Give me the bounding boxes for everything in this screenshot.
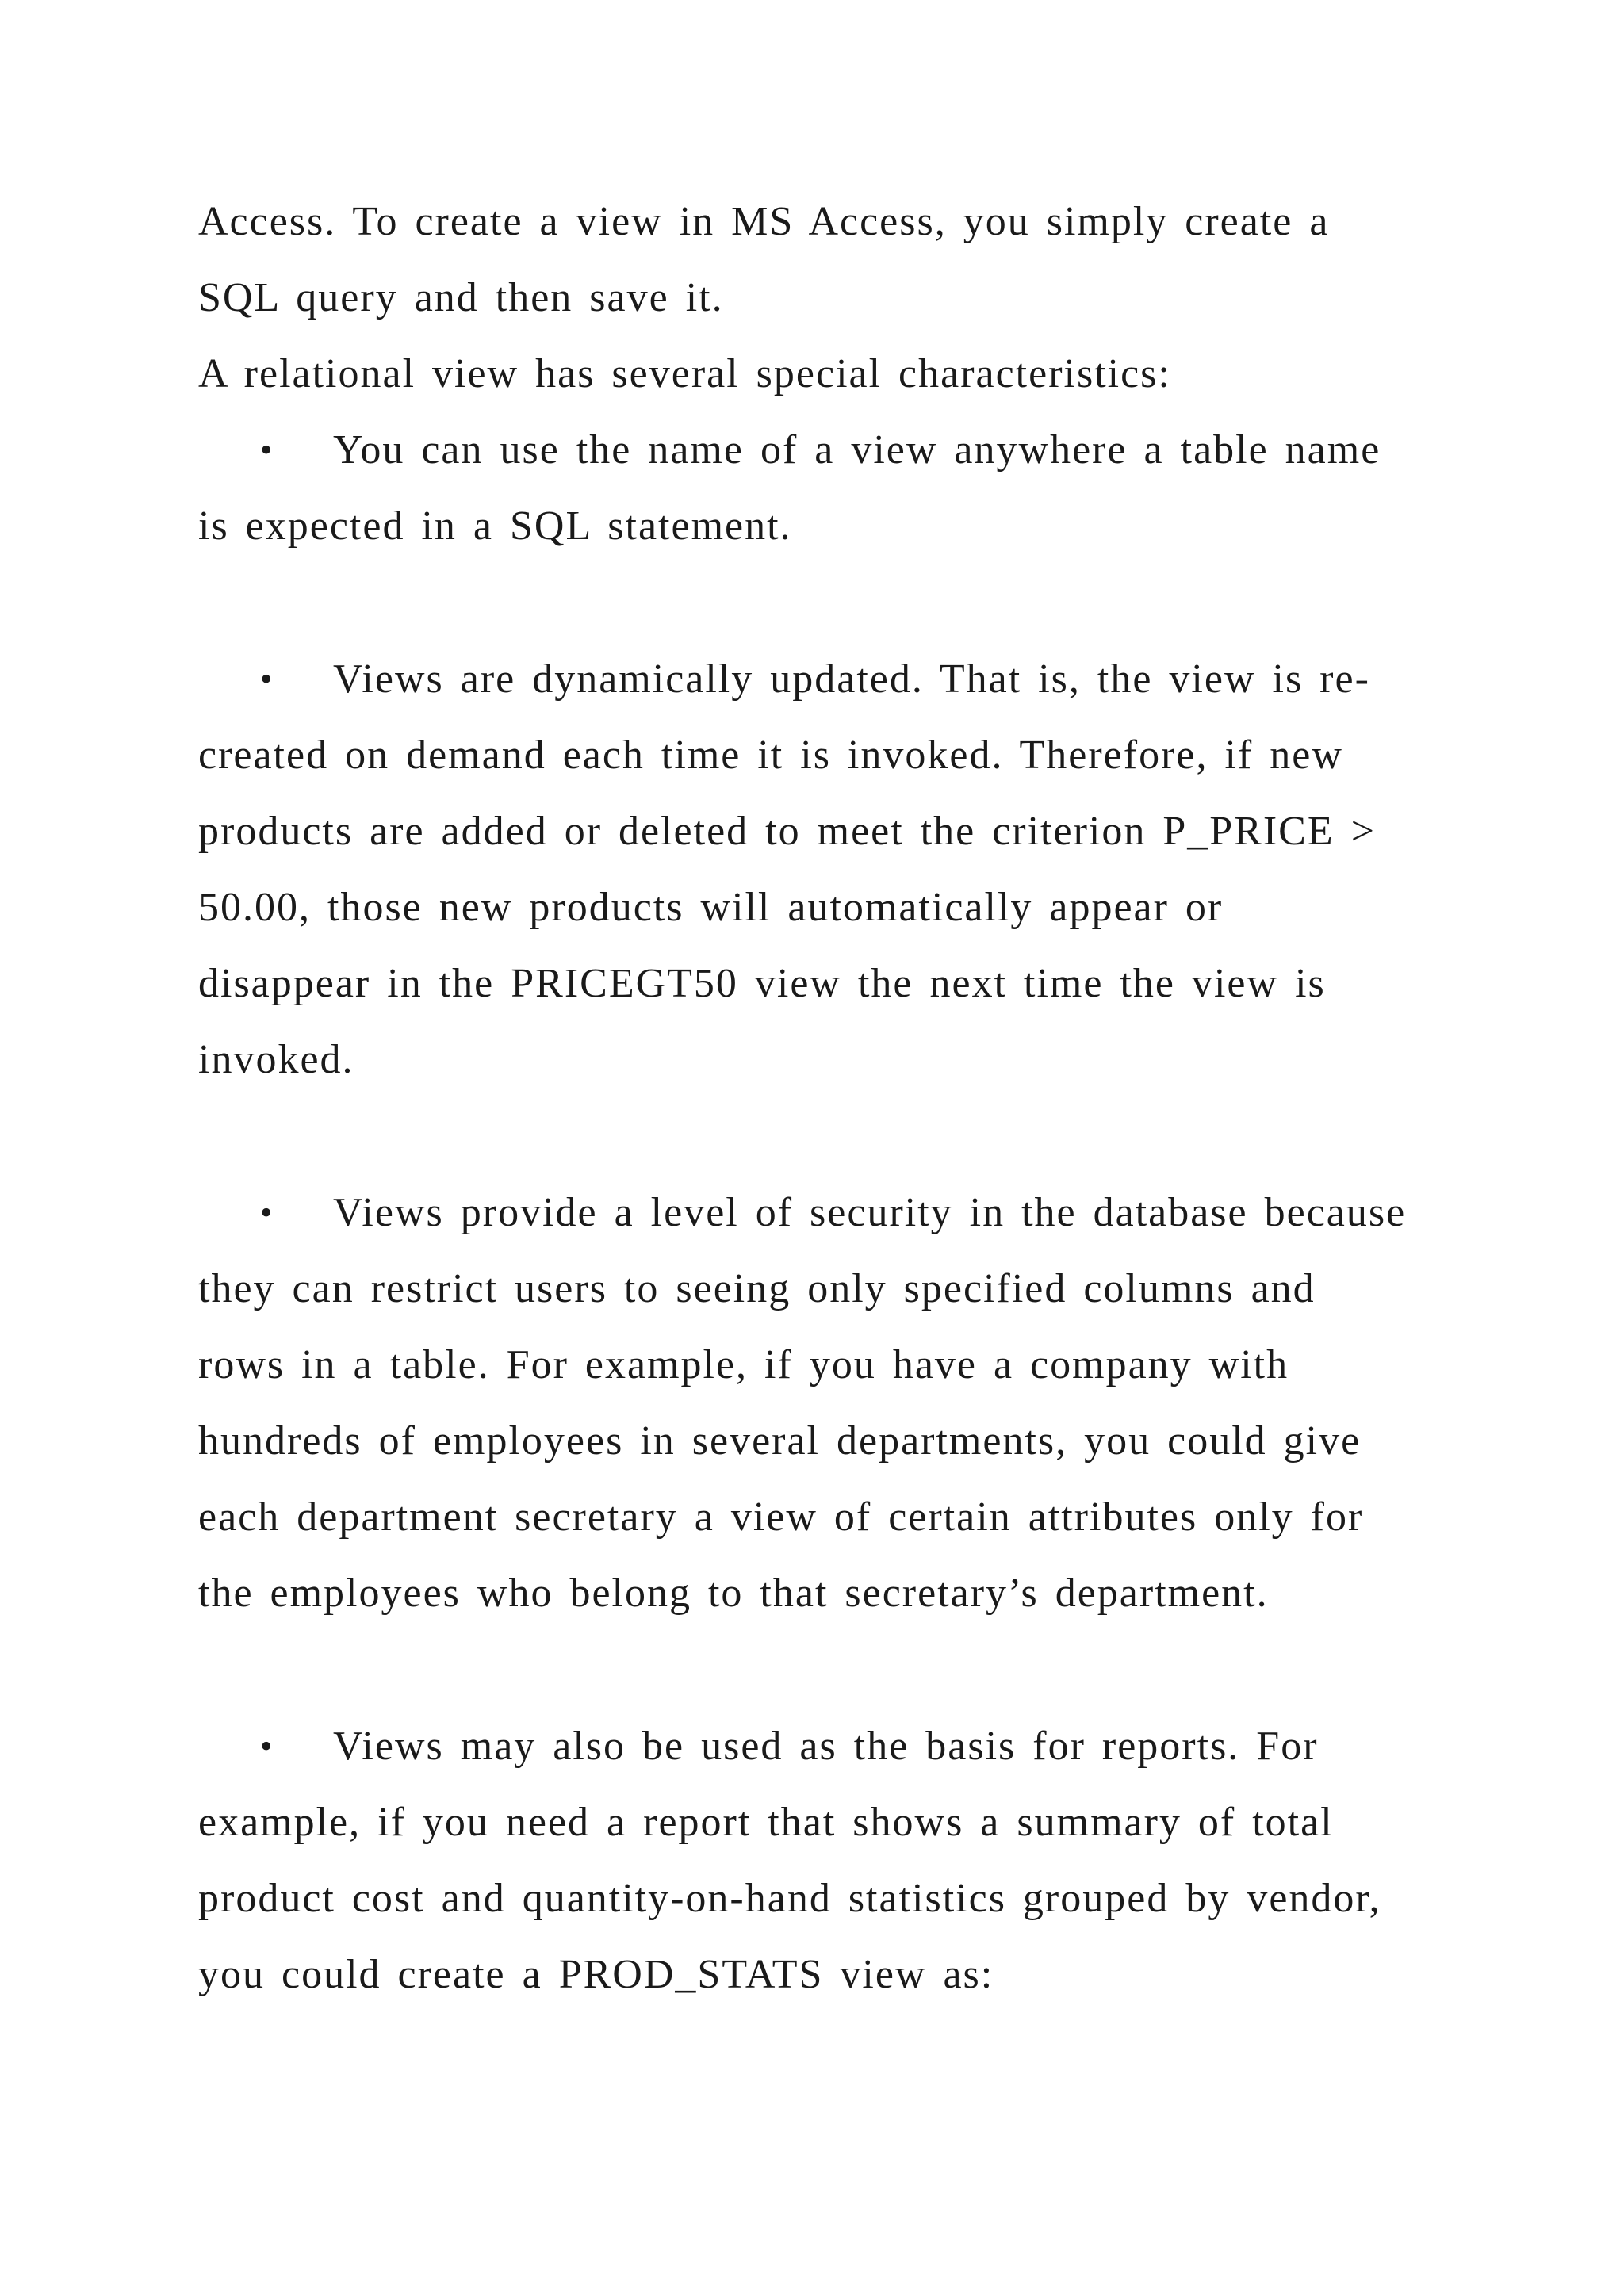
bullet-first-line: Views are dynamically updated. That is, the view is re-: [333, 656, 1370, 702]
text-line: created on demand each time it is invoked. Therefore, if new: [198, 733, 1343, 778]
text-line: SQL query and then save it.: [198, 275, 724, 320]
text-line: the employees who belong to that secretary’s department.: [198, 1571, 1269, 1616]
text-line: you could create a PROD_STATS view as:: [198, 1952, 994, 1997]
text-line: products are added or deleted to meet the criterion P_PRICE >: [198, 809, 1376, 854]
bullet-icon: •: [260, 430, 273, 469]
bullet-first-line: You can use the name of a view anywhere a table name: [333, 427, 1381, 473]
text-line: Access. To create a view in MS Access, you simply create a: [198, 199, 1330, 244]
text-line: each department secretary a view of certain attributes only for: [198, 1494, 1364, 1540]
text-line: disappear in the PRICEGT50 view the next time the view is: [198, 961, 1326, 1006]
text-line: hundreds of employees in several departments, you could give: [198, 1418, 1362, 1464]
text-line: they can restrict users to seeing only specified columns and: [198, 1266, 1316, 1311]
bullet-first-line: Views provide a level of security in the database because: [333, 1190, 1407, 1235]
text-line: 50.00, those new products will automatically appear or: [198, 885, 1224, 930]
text-line: invoked.: [198, 1037, 354, 1082]
text-line: example, if you need a report that shows a summary of total: [198, 1800, 1334, 1845]
bullet-icon: •: [260, 1727, 273, 1766]
text-line: product cost and quantity-on-hand statistics grouped by vendor,: [198, 1876, 1381, 1921]
bullet-icon: •: [260, 660, 273, 698]
bullet-first-line: Views may also be used as the basis for reports. For: [333, 1724, 1319, 1769]
text-line: A relational view has several special characteristics:: [198, 351, 1171, 396]
text-line: rows in a table. For example, if you have a company with: [198, 1342, 1289, 1387]
text-line: is expected in a SQL statement.: [198, 503, 792, 549]
bullet-icon: •: [260, 1193, 273, 1232]
